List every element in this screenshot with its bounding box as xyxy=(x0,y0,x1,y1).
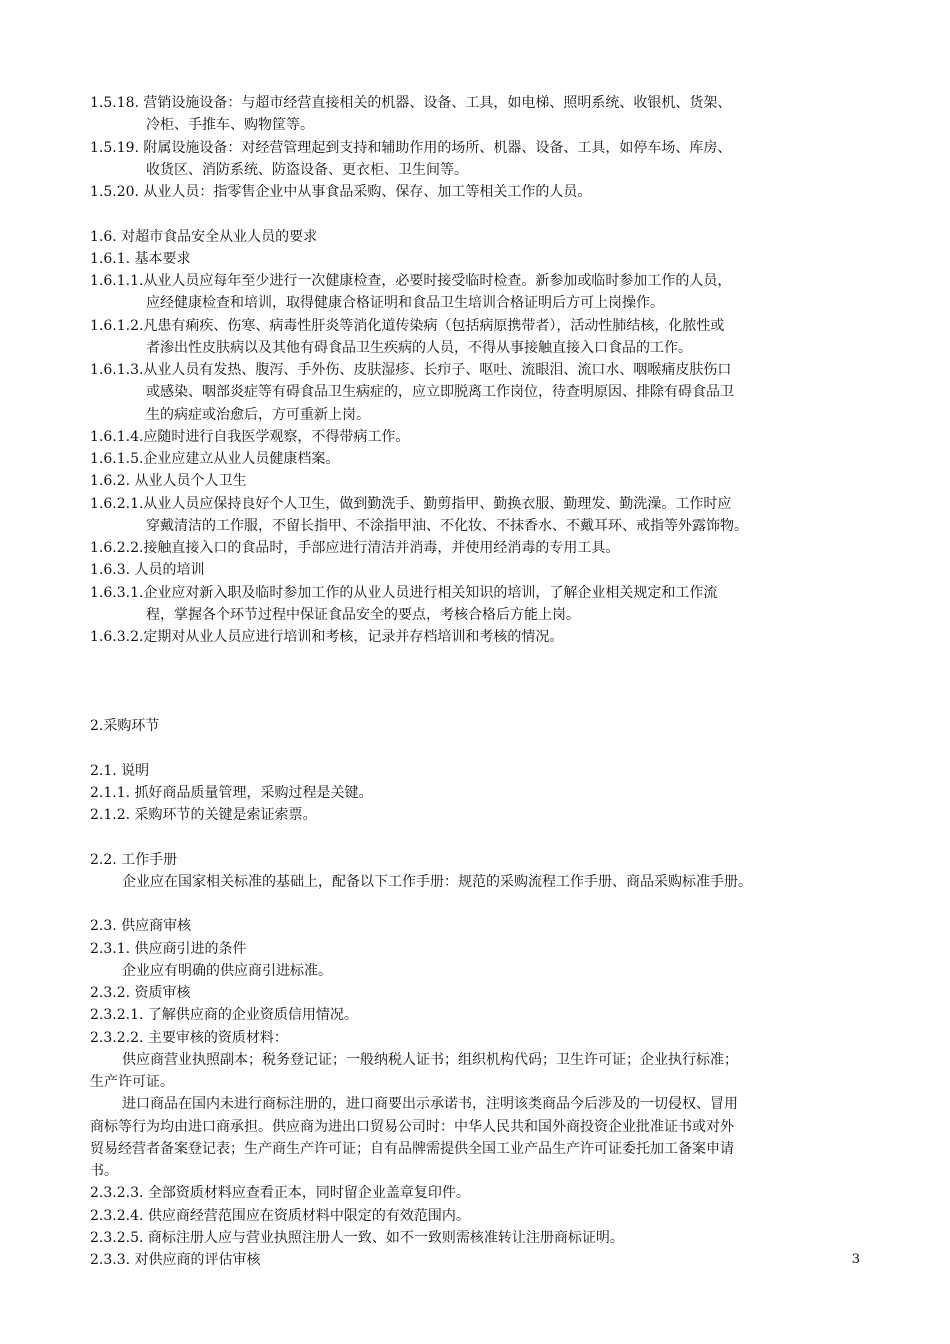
text-line: 冷柜、手推车、购物筐等。 xyxy=(146,117,314,134)
text-line: 2.采购环节 xyxy=(90,718,160,734)
text-line: 或感染、咽部炎症等有碍食品卫生病症的，应立即脱离工作岗位，待查明原因、排除有碍食品卫 xyxy=(146,384,734,401)
text-line: 进口商品在国内未进行商标注册的，进口商要出示承诺书，注明该类商品今后涉及的一切侵权、冒用 xyxy=(122,1096,738,1113)
text-line: 1.6.3.2.定期对从业人员应进行培训和考核，记录并存档培训和考核的情况。 xyxy=(90,629,564,645)
text-line: 1.6.3.1.企业应对新入职及临时参加工作的从业人员进行相关知识的培训，了解企业相关规定和工作流 xyxy=(90,584,718,601)
text-line: 1.6.3. 人员的培训 xyxy=(90,562,205,579)
text-line: 生的病症或治愈后，方可重新上岗。 xyxy=(146,406,370,423)
text-line: 1.6.1.4.应随时进行自我医学观察，不得带病工作。 xyxy=(90,428,410,445)
text-line: 2.3.1. 供应商引进的条件 xyxy=(90,940,247,957)
text-line: 1.6.2.2.接触直接入口的食品时，手部应进行清洁并消毒，并使用经消毒的专用工具。 xyxy=(90,540,620,556)
text-line: 贸易经营者备案登记表；生产商生产许可证；自有品牌需提供全国工业产品生产许可证委托加工备案申请 xyxy=(90,1140,734,1157)
text-line: 1.6.2. 从业人员个人卫生 xyxy=(90,473,247,490)
text-line: 2.2. 工作手册 xyxy=(90,851,178,868)
text-line: 者渗出性皮肤病以及其他有碍食品卫生疾病的人员，不得从事接触直接入口食品的工作。 xyxy=(146,339,692,356)
text-line: 2.3.2.4. 供应商经营范围应在资质材料中限定的有效范围内。 xyxy=(90,1207,470,1224)
text-line: 2.3.2.2. 主要审核的资质材料： xyxy=(90,1029,288,1046)
text-line: 书。 xyxy=(90,1163,118,1179)
text-line: 2.1. 说明 xyxy=(90,762,150,779)
text-line: 收货区、消防系统、防盗设备、更衣柜、卫生间等。 xyxy=(146,161,468,178)
text-line: 2.3.2.3. 全部资质材料应查看正本，同时留企业盖章复印件。 xyxy=(90,1185,470,1202)
text-line: 供应商营业执照副本；税务登记证；一般纳税人证书；组织机构代码；卫生许可证；企业执行标准； xyxy=(122,1051,738,1068)
text-line: 商标等行为均由进口商承担。供应商为进出口贸易公司时：中华人民共和国外商投资企业批准证书或对外 xyxy=(90,1118,734,1135)
text-line: 应经健康检查和培训，取得健康合格证明和食品卫生培训合格证明后方可上岗操作。 xyxy=(146,295,664,312)
text-line: 2.3.2.5. 商标注册人应与营业执照注册人一致、如不一致则需核准转让注册商标证明。 xyxy=(90,1229,624,1246)
text-line: 2.3.2. 资质审核 xyxy=(90,985,191,1001)
text-line: 1.6.1.5.企业应建立从业人员健康档案。 xyxy=(90,451,340,467)
text-line: 1.6. 对超市食品安全从业人员的要求 xyxy=(90,228,318,245)
text-line: 企业应有明确的供应商引进标准。 xyxy=(122,962,332,979)
text-line: 1.5.20. 从业人员：指零售企业中从事食品采购、保存、加工等相关工作的人员。 xyxy=(90,184,592,200)
text-line: 程，掌握各个环节过程中保证食品安全的要点，考核合格后方能上岗。 xyxy=(146,606,580,623)
text-line: 2.3.2.1. 了解供应商的企业资质信用情况。 xyxy=(90,1007,358,1024)
text-line: 1.6.1.3.从业人员有发热、腹泻、手外伤、皮肤湿疹、长疖子、呕吐、流眼泪、流口水、咽喉痛皮肤伤口 xyxy=(90,362,732,378)
text-line: 1.6.2.1.从业人员应保持良好个人卫生，做到勤洗手、勤剪指甲、勤换衣服、勤理发、勤洗澡。工作时应 xyxy=(90,495,732,512)
text-line: 2.1.1. 抓好商品质量管理，采购过程是关键。 xyxy=(90,784,373,801)
text-line: 2.3. 供应商审核 xyxy=(90,918,192,935)
text-line: 2.1.2. 采购环节的关键是索证索票。 xyxy=(90,807,317,823)
text-line: 穿戴清洁的工作服，不留长指甲、不涂指甲油、不化妆、不抹香水、不戴耳环、戒指等外露饰物。 xyxy=(146,517,748,534)
text-line: 1.6.1.2.凡患有痢疾、伤寒、病毒性肝炎等消化道传染病（包括病原携带者），活动性肺结核，化脓性或 xyxy=(90,317,725,334)
text-line: 1.6.1.1.从业人员应每年至少进行一次健康检查，必要时接受临时检查。新参加或临时参加工作的人员， xyxy=(90,273,732,289)
text-line: 1.5.18. 营销设施设备：与超市经营直接相关的机器、设备、工具，如电梯、照明系统、收银机、货架、 xyxy=(90,95,732,111)
text-line: 1.6.1. 基本要求 xyxy=(90,250,191,267)
text-line: 生产许可证。 xyxy=(90,1074,174,1090)
text-line: 1.5.19. 附属设施设备：对经营管理起到支持和辅助作用的场所、机器、设备、工具，如停车场、库房、 xyxy=(90,139,732,156)
page-number: 3 xyxy=(851,1252,860,1267)
text-line: 2.3.3. 对供应商的评估审核 xyxy=(90,1252,261,1268)
text-line: 企业应在国家相关标准的基础上，配备以下工作手册：规范的采购流程工作手册、商品采购标准手册。 xyxy=(122,873,752,890)
